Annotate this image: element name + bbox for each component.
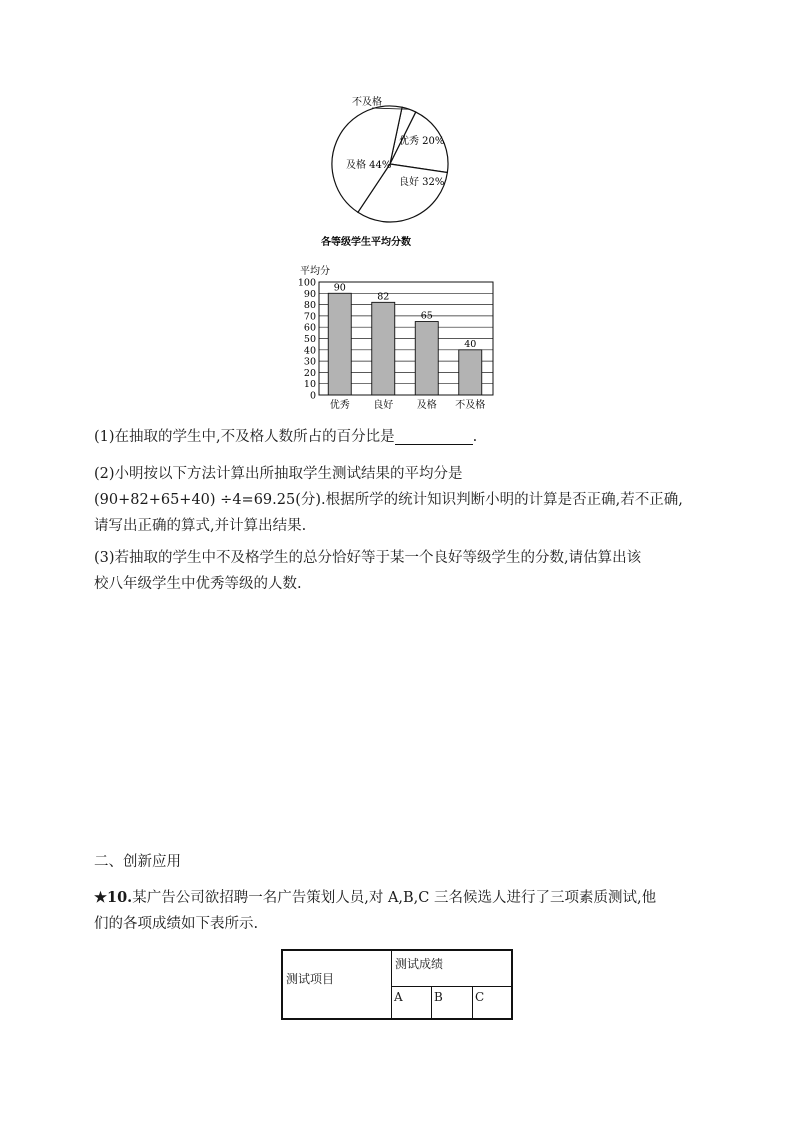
table-col-a: A [394, 990, 403, 1004]
answer-blank[interactable] [395, 427, 473, 445]
y-tick-90: 90 [303, 288, 316, 300]
x-tick-及格: 及格 [416, 400, 437, 411]
problem-10 [94, 885, 706, 937]
table-row-header: 测试项目 [286, 972, 335, 986]
bar-chart-title: 各等级学生平均分数 [321, 237, 411, 248]
y-tick-60: 60 [303, 322, 316, 334]
pie-label-及格: 及格 44% [346, 160, 392, 171]
table-vline-c [472, 986, 473, 1018]
table-col-group: 测试成绩 [395, 957, 444, 971]
pie-label-良好: 良好 32% [399, 177, 445, 188]
bar-value-优秀: 90 [333, 282, 346, 294]
bar-value-及格: 65 [420, 310, 433, 322]
bar-chart-y-ticks [298, 278, 316, 402]
question-2-line-1: (2)小明按以下方法计算出所抽取学生测试结果的平均分是 [94, 466, 463, 482]
problem-10-line-1: 某广告公司欲招聘一名广告策划人员,对 A,B,C 三名候选人进行了三项素质测试,他 [132, 890, 657, 906]
y-tick-10: 10 [303, 379, 316, 391]
question-2-line-3: 请写出正确的算式,并计算出结果. [94, 518, 307, 534]
bar-优秀 [328, 293, 351, 395]
y-tick-0: 0 [309, 390, 316, 402]
x-tick-良好: 良好 [373, 400, 394, 411]
table-vline-b [431, 986, 432, 1018]
problem-10-line-2: 们的各项成绩如下表所示. [94, 916, 259, 932]
question-1-text: (1)在抽取的学生中,不及格人数所占的百分比是 [94, 429, 395, 445]
x-tick-优秀: 优秀 [329, 400, 350, 411]
y-tick-80: 80 [303, 300, 316, 312]
y-tick-70: 70 [303, 311, 316, 323]
bar-不及格 [459, 350, 482, 395]
y-tick-30: 30 [303, 356, 316, 368]
bar-chart-bars [328, 293, 482, 395]
y-tick-20: 20 [303, 367, 316, 379]
question-3-line-1: (3)若抽取的学生中不及格学生的总分恰好等于某一个良好等级学生的分数,请估算出该 [94, 550, 642, 566]
score-table [281, 949, 513, 1020]
table-col-c: C [475, 990, 485, 1004]
bar-chart-ylabel: 平均分 [300, 266, 330, 277]
question-3 [94, 545, 706, 597]
question-1-end: . [472, 429, 478, 445]
bar-value-良好: 82 [377, 291, 390, 303]
table-col-b: B [434, 990, 443, 1004]
pie-label-优秀: 优秀 20% [399, 136, 445, 147]
y-tick-100: 100 [297, 277, 316, 289]
question-2-line-2: (90+82+65+40) ÷4=69.25(分).根据所学的统计知识判断小明的计算是否正确,若不正确, [94, 492, 683, 508]
star-marker: ★10. [94, 889, 133, 906]
x-tick-不及格: 不及格 [455, 400, 486, 411]
pie-label-不及格: 不及格 [352, 97, 382, 108]
y-tick-40: 40 [303, 345, 316, 357]
question-1 [94, 424, 706, 450]
bar-及格 [415, 322, 438, 395]
table-vline-main [391, 951, 392, 1018]
table-hline [391, 986, 511, 987]
pie-chart [330, 88, 470, 224]
bar-chart [288, 228, 508, 418]
question-2 [94, 461, 706, 539]
question-3-line-2: 校八年级学生中优秀等级的人数. [94, 576, 302, 592]
bar-良好 [372, 302, 395, 395]
y-tick-50: 50 [303, 334, 316, 345]
bar-chart-category-labels [330, 398, 486, 411]
bar-value-不及格: 40 [464, 338, 477, 350]
section-heading: 二、创新应用 [94, 854, 181, 870]
